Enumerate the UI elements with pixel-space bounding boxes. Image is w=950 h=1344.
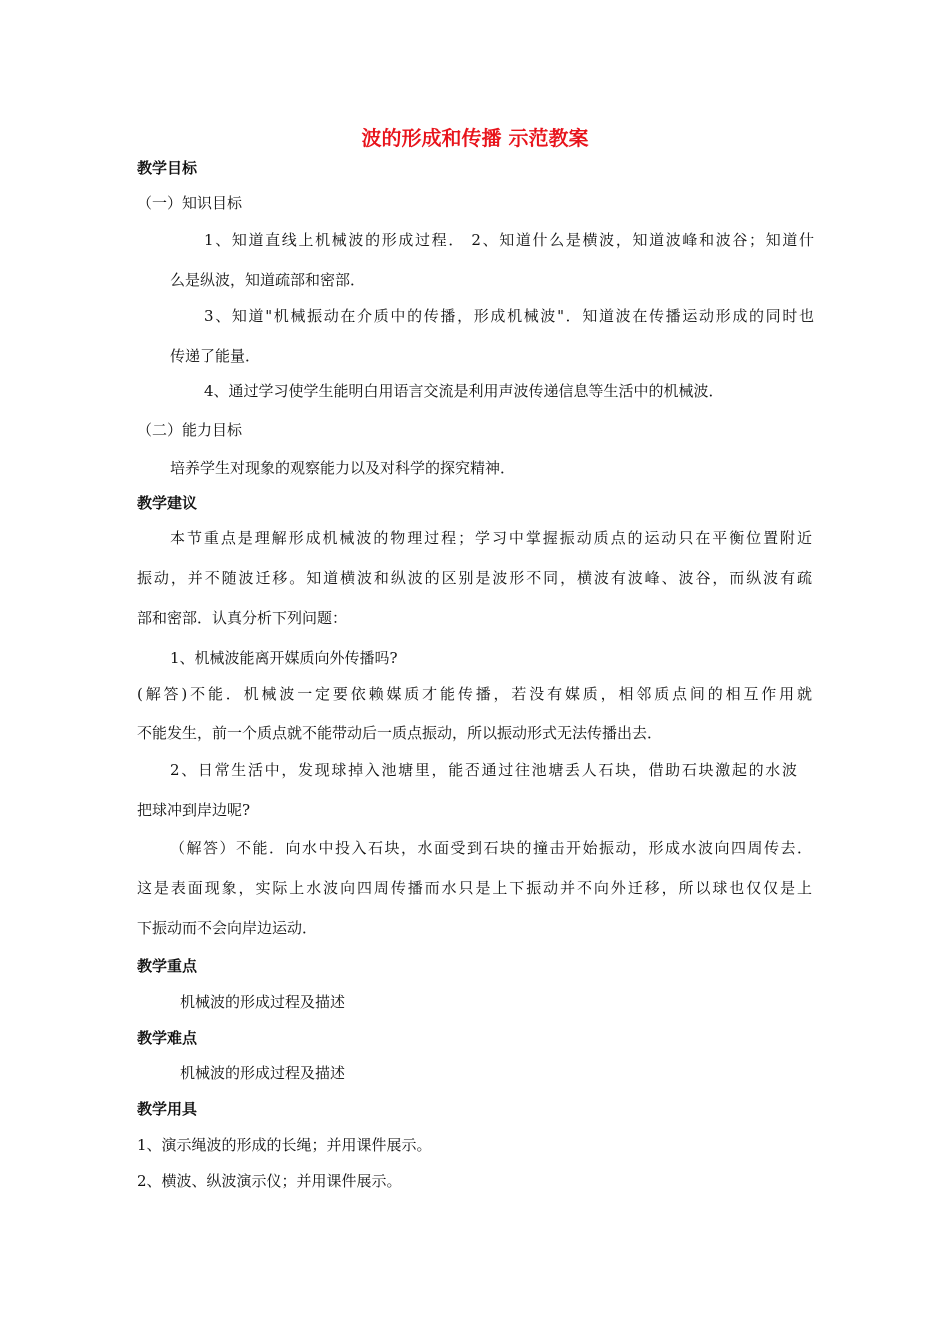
answer-line: 这是表面现象，实际上水波向四周传播而水只是上下振动并不向外迁移，所以球也仅仅是上	[137, 879, 812, 897]
question-line: 2、日常生活中，发现球掉入池塘里，能否通过往池塘丢人石块，借助石块激起的水波	[170, 761, 797, 779]
paragraph-line: 1、知道直线上机械波的形成过程． 2、知道什么是横波，知道波峰和波谷；知道什	[204, 231, 814, 249]
section-heading-suggestions: 教学建议	[137, 494, 198, 512]
document-title: 波的形成和传播 示范教案	[361, 126, 589, 150]
question-line: 1、机械波能离开媒质向外传播吗?	[170, 649, 398, 667]
tools-item: 2、横波、纵波演示仪；并用课件展示。	[137, 1172, 402, 1190]
paragraph-line: 本节重点是理解形成机械波的物理过程；学习中掌握振动质点的运动只在平衡位置附近	[170, 529, 812, 547]
section-heading-difficulties: 教学难点	[137, 1029, 198, 1047]
subheading-knowledge: （一）知识目标	[137, 194, 243, 212]
subheading-ability: （二）能力目标	[137, 421, 243, 439]
paragraph-line: 培养学生对现象的观察能力以及对科学的探究精神．	[170, 459, 516, 477]
section-heading-objectives: 教学目标	[137, 159, 198, 177]
paragraph-line: 么是纵波，知道疏部和密部．	[170, 271, 366, 289]
difficulties-text: 机械波的形成过程及描述	[180, 1064, 346, 1082]
answer-line: （解答）不能．向水中投入石块，水面受到石块的撞击开始振动，形成水波向四周传去．	[170, 839, 812, 857]
paragraph-line: 4、通过学习使学生能明白用语言交流是利用声波传递信息等生活中的机械波．	[204, 382, 724, 400]
section-heading-key-points: 教学重点	[137, 957, 198, 975]
answer-line: 下振动而不会向岸边运动．	[137, 919, 318, 937]
paragraph-line: 振动，并不随波迁移。知道横波和纵波的区别是波形不同，横波有波峰、波谷，而纵波有疏	[137, 569, 812, 587]
answer-line: (解答)不能．机械波一定要依赖媒质才能传播，若没有媒质，相邻质点间的相互作用就	[137, 685, 812, 703]
key-points-text: 机械波的形成过程及描述	[180, 993, 346, 1011]
paragraph-line: 传递了能量．	[170, 347, 261, 365]
section-heading-tools: 教学用具	[137, 1100, 198, 1118]
question-line: 把球冲到岸边呢?	[137, 801, 251, 819]
paragraph-line: 部和密部．认真分析下列问题：	[137, 609, 348, 627]
paragraph-line: 3、知道"机械振动在介质中的传播，形成机械波"．知道波在传播运动形成的同时也	[204, 307, 814, 325]
answer-line: 不能发生，前一个质点就不能带动后一质点振动，所以振动形式无法传播出去．	[137, 724, 663, 742]
tools-item: 1、演示绳波的形成的长绳；并用课件展示。	[137, 1136, 432, 1154]
